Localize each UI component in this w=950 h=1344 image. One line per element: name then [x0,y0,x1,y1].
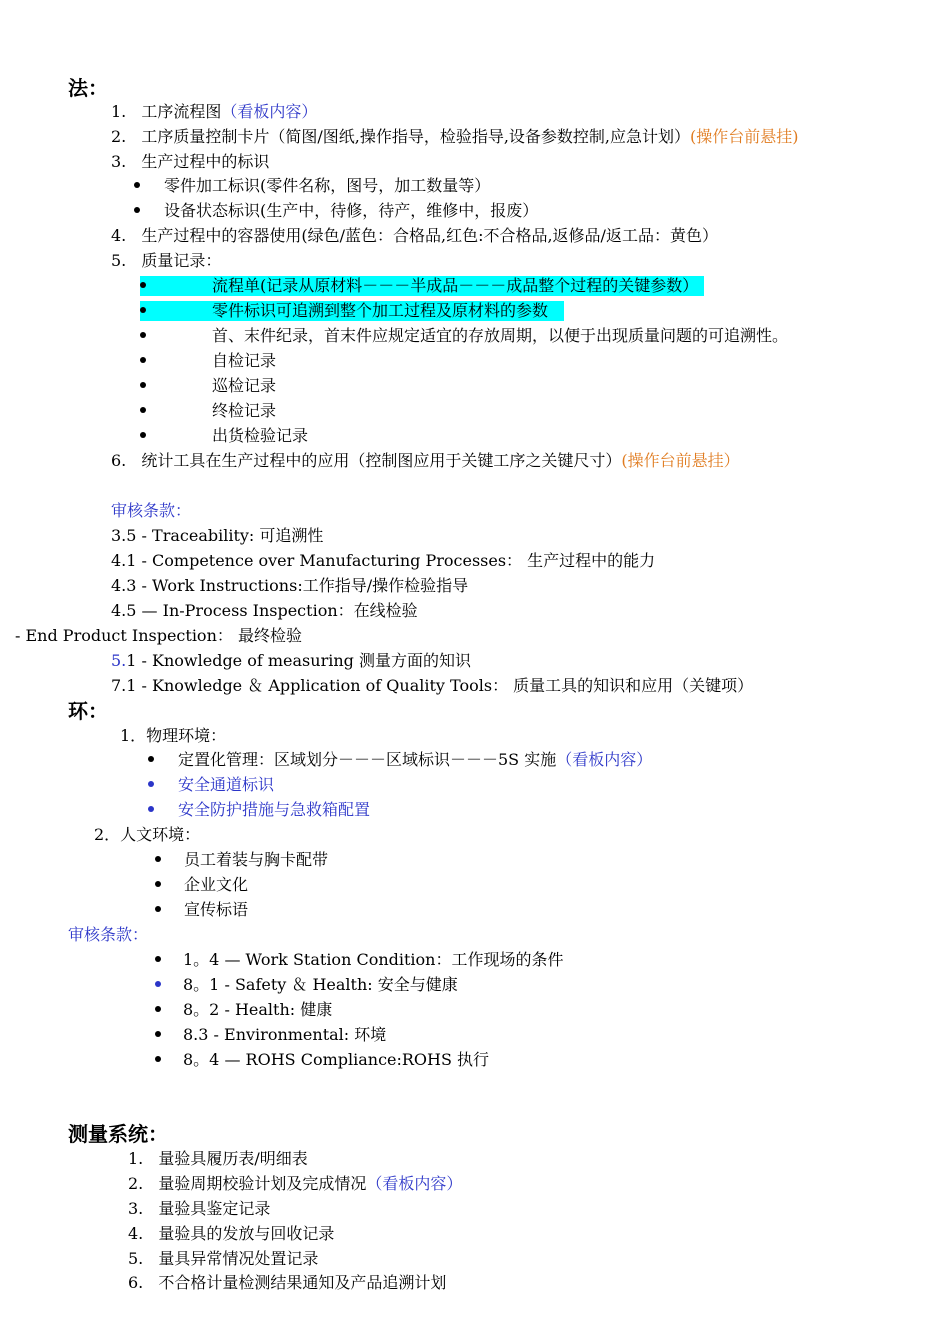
marking-bullet-2: 设备状态标识(生产中，待修，待产，维修中，报废） [164,201,539,220]
marking-bullet-1: 零件加工标识(零件名称，图号，加工数量等） [164,176,491,195]
physical-env-label: 1．物理环境： [120,726,227,745]
fa-audit-item-7: 7.1 - Knowledge ＆ Application of Quality Tools： 质量工具的知识和应用（关键项） [111,676,754,695]
fa-audit-label: 审核条款： [111,501,192,520]
item-number: 2. [128,1174,144,1193]
item-text: 生产过程中的标识 [141,152,270,171]
bullet [148,781,154,787]
human-bullet-1: 员工着装与胸卡配带 [184,850,329,869]
huan-audit-label: 审核条款： [68,925,149,944]
bullet [155,1006,161,1012]
bullet [140,382,146,388]
bullet [140,407,146,413]
item-text: 量具异常情况处置记录 [158,1249,319,1268]
bullet [148,756,154,762]
item-number: 4. [111,226,127,245]
section-heading-huan: 环： [68,699,108,723]
item-number: 4. [128,1224,144,1243]
item-note: （看板内容） [221,102,318,121]
item-number: 3. [128,1199,144,1218]
bullet [155,956,161,962]
bullet [155,881,161,887]
bullet [140,432,146,438]
physical-bullet-1 [178,750,652,770]
record-bullet-4: 自检记录 [212,351,277,370]
bullet [140,307,146,313]
item-number: 2. [111,127,127,146]
fa-item-2 [111,127,799,147]
fa-audit-item-5: - End Product Inspection： 最终检验 [15,626,302,645]
record-text: 流程单(记录从原材料－－－半成品－－－成品整个过程的关键参数 [212,276,683,295]
item-text: 生产过程中的容器使用(绿色/蓝色：合格品,红色:不合格品,返修品/返工品：黄色） [141,226,718,245]
human-bullet-2: 企业文化 [184,875,249,894]
bullet [155,1031,161,1037]
bullet [140,282,146,288]
fa-audit-item-1: 3.5 - Traceability: 可追溯性 [111,526,324,545]
physical-bullet-3: 安全防护措施与急救箱配置 [178,800,371,819]
measure-item-1 [128,1149,308,1169]
item-text: 质量记录： [141,251,222,270]
fa-audit-item-3: 4.3 - Work Instructions:工作指导/操作检验指导 [111,576,469,595]
item-text: 量验具的发放与回收记录 [158,1224,335,1243]
huan-audit-bullet-3: 8。2 - Health: 健康 [183,1000,333,1019]
clause-prefix: 5. [111,651,127,670]
huan-audit-bullet-5: 8。4 — ROHS Compliance:ROHS 执行 [183,1050,490,1069]
item-number: 6. [128,1273,144,1292]
bullet [134,182,140,188]
bullet [155,906,161,912]
item-number: 6. [111,451,127,470]
huan-audit-bullet-4: 8.3 - Environmental: 环境 [183,1025,387,1044]
fa-audit-item-4: 4.5 — In-Process Inspection：在线检验 [111,601,418,620]
fa-item-1 [111,102,317,122]
item-text: 量验具鉴定记录 [158,1199,271,1218]
human-env-label: 2．人文环境： [94,825,201,844]
item-text: 不合格计量检测结果通知及产品追溯计划 [158,1273,447,1292]
item-text: 量验周期校验计划及完成情况 [158,1174,367,1193]
bullet [155,856,161,862]
bullet [148,806,154,812]
record-bullet-3: 首、末件纪录，首末件应规定适宜的存放周期，以便于出现质量问题的可追溯性。 [212,326,789,345]
item-number: 5. [128,1249,144,1268]
item-text: 工序质量控制卡片（简图/图纸,操作指导，检验指导,设备参数控制,应急计划） [141,127,691,146]
bullet [155,1056,161,1062]
bullet [140,357,146,363]
item-note: （看板内容） [366,1174,463,1193]
section-heading-fa: 法： [68,76,108,100]
measure-item-4 [128,1224,334,1244]
item-note: (操作台前悬挂) [690,127,799,146]
measure-item-6 [128,1273,446,1293]
record-bullet-5: 巡检记录 [212,376,277,395]
item-text: 量验具履历表/明细表 [158,1149,308,1168]
fa-audit-item-2: 4.1 - Competence over Manufacturing Processes： 生产过程中的能力 [111,551,656,570]
human-bullet-3: 宣传标语 [184,900,249,919]
measure-item-2 [128,1174,462,1194]
bullet [140,332,146,338]
record-bullet-2: 零件标识可追溯到整个加工过程及原材料的参数 [212,301,549,320]
item-text: 工序流程图 [141,102,222,121]
physical-bullet-2: 安全通道标识 [178,775,275,794]
huan-audit-bullet-1: 1。4 — Work Station Condition：工作现场的条件 [183,950,564,969]
item-number: 1. [128,1149,144,1168]
fa-audit-item-6 [111,651,471,671]
measure-item-5 [128,1249,318,1269]
item-number: 1. [111,102,127,121]
record-bullet-1 [212,276,698,296]
clause-text: 1 - Knowledge of measuring 测量方面的知识 [126,651,471,670]
item-note: (操作台前悬挂） [621,451,740,470]
item-text: 统计工具在生产过程中的应用（控制图应用于关键工序之关键尺寸） [141,451,622,470]
fa-item-3 [111,152,269,172]
record-tail: ） [682,276,699,295]
item-number: 3. [111,152,127,171]
fa-item-5 [111,251,221,271]
record-bullet-7: 出货检验记录 [212,426,309,445]
bullet-note: （看板内容） [556,750,653,769]
measure-item-3 [128,1199,270,1219]
fa-item-4 [111,226,718,246]
fa-item-6 [111,451,740,471]
record-bullet-6: 终检记录 [212,401,277,420]
bullet [155,981,161,987]
bullet-text: 定置化管理：区域划分－－－区域标识－－－5S 实施 [178,750,557,769]
huan-audit-bullet-2: 8。1 - Safety ＆ Health: 安全与健康 [183,975,458,994]
bullet [134,207,140,213]
item-number: 5. [111,251,127,270]
section-heading-measure: 测量系统： [68,1122,168,1146]
